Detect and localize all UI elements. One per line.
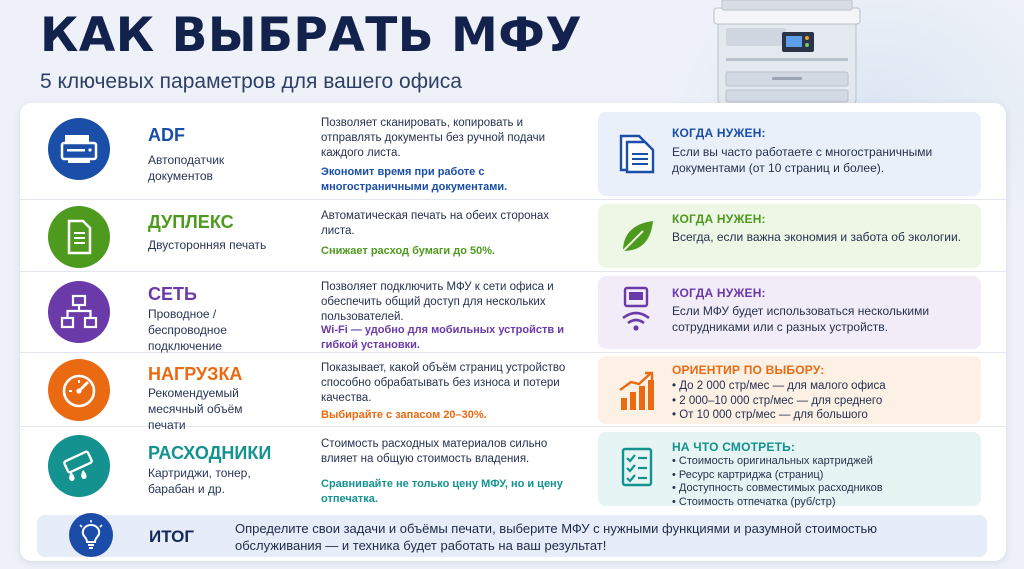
side-heading: КОГДА НУЖЕН: [672, 212, 766, 226]
page-subtitle: 5 ключевых параметров для вашего офиса [40, 70, 462, 93]
load-icon-circle [48, 359, 110, 421]
parameter-title: ADF [148, 125, 185, 145]
parameter-description: Стоимость расходных материалов сильно влияет на общую стоимость владения. [321, 438, 548, 465]
side-list [672, 455, 972, 509]
side-panel-network [598, 276, 981, 349]
parameter-subtitle: Картриджи, тонер, барабан и др. [148, 466, 251, 496]
parameter-highlight: Экономит время при работе с многостраничными документами. [321, 166, 508, 193]
network-icon [60, 294, 98, 330]
parameter-subtitle: Двусторонняя печать [148, 238, 267, 252]
double-page-icon [61, 218, 97, 256]
list-item: • Доступность совместимых расходников [672, 482, 972, 496]
printer-illustration [712, 0, 862, 104]
checklist-icon [614, 444, 660, 490]
list-item: • Стоимость оригинальных картриджей [672, 455, 972, 469]
parameter-highlight: Выбирайте с запасом 20–30%. [321, 409, 487, 421]
side-text: Всегда, если важна экономия и забота об экологии. [672, 230, 962, 244]
parameter-highlight: Снижает расход бумаги до 50%. [321, 245, 496, 257]
summary-title: ИТОГ [149, 527, 195, 546]
parameter-row-duplex [20, 200, 1006, 272]
parameter-row-network [20, 272, 1006, 353]
side-text: Если вы часто работаете с многостраничными документами (от 10 страниц и более). [672, 145, 933, 175]
consumables-icon-circle [48, 435, 110, 497]
parameter-subtitle: Рекомендуемый месячный объём печати [148, 386, 243, 432]
scanner-icon [59, 131, 99, 167]
parameter-description: Позволяет подключить МФУ к сети офиса и обеспечить общий доступ для нескольких пользователей. [321, 281, 554, 323]
adf-icon-circle [48, 118, 110, 180]
side-heading: КОГДА НУЖЕН: [672, 286, 766, 300]
parameter-title: СЕТЬ [148, 284, 197, 304]
cartridge-icon [59, 446, 99, 486]
gauge-icon [59, 370, 99, 410]
side-panel-load [598, 356, 981, 424]
side-panel-duplex [598, 204, 981, 268]
parameter-highlight: Wi-Fi — удобно для мобильных устройств и гибкой установки. [321, 324, 564, 351]
bar-chart-icon [614, 368, 660, 414]
parameter-title: ДУПЛЕКС [148, 212, 234, 232]
list-item: • До 2 000 стр/мес — для малого офиса [672, 379, 972, 394]
side-panel-consumables [598, 432, 981, 506]
side-heading: ОРИЕНТИР ПО ВЫБОРУ: [672, 363, 825, 377]
duplex-icon-circle [48, 206, 110, 268]
list-item: • 2 000–10 000 стр/мес — для среднего [672, 394, 972, 409]
parameter-row-consumables [20, 427, 1006, 511]
list-item: • Ресурс картриджа (страниц) [672, 469, 972, 483]
parameter-subtitle: Автоподатчик документов [148, 153, 225, 183]
parameter-description: Показывает, какой объём страниц устройство способно обрабатывать без износа и потери качества. [321, 362, 566, 404]
network-icon-circle [48, 281, 110, 343]
page-title: КАК ВЫБРАТЬ МФУ [40, 8, 583, 63]
side-list [672, 379, 972, 423]
side-heading: НА ЧТО СМОТРЕТЬ: [672, 440, 796, 454]
parameter-title: НАГРУЗКА [148, 364, 243, 384]
documents-icon [614, 130, 660, 176]
ethernet-wifi-icon [614, 288, 660, 334]
summary-text: Определите свои задачи и объёмы печати, выберите МФУ с нужными функциями и разумной стоимостью обслуживания — и техника будет работать на ваш результат! [235, 521, 878, 553]
side-panel-adf [598, 112, 981, 196]
parameter-subtitle: Проводное / беспроводное подключение [148, 307, 227, 353]
summary-bar [37, 515, 987, 557]
parameter-row-adf [20, 103, 1006, 200]
lightbulb-icon [69, 513, 113, 557]
side-heading: КОГДА НУЖЕН: [672, 126, 766, 140]
parameter-description: Позволяет сканировать, копировать и отправлять документы без ручной подачи каждого листа. [321, 117, 546, 159]
side-text: Если МФУ будет использоваться несколькими сотрудниками или с разных устройств. [672, 304, 930, 334]
leaf-icon [614, 214, 660, 260]
parameter-row-load [20, 353, 1006, 432]
list-item: • От 10 000 стр/мес — для большого [672, 408, 972, 423]
parameter-highlight: Сравнивайте не только цену МФУ, но и цену отпечатка. [321, 478, 563, 505]
parameter-title: РАСХОДНИКИ [148, 443, 272, 463]
parameter-description: Автоматическая печать на обеих сторонах листа. [321, 210, 550, 237]
list-item: • Стоимость отпечатка (руб/стр) [672, 496, 972, 510]
